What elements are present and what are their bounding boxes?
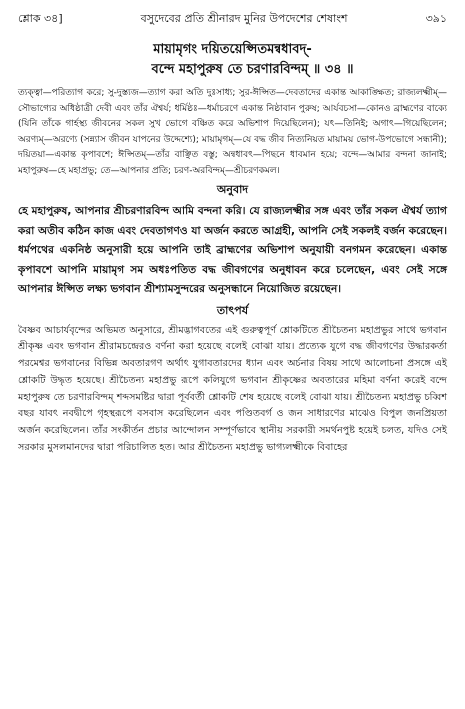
page-header bbox=[18, 10, 447, 32]
verse-reference: শ্লোক ৩৪] bbox=[18, 12, 63, 25]
verse-line-1: মায়ামৃগং দয়িতয়েপ্সিতমন্বধাবদ্- bbox=[153, 42, 312, 57]
purport-paragraph: বৈষ্ণব আচার্যবৃন্দের অভিমত অনুসারে, শ্রীমদ্ভাগবতের এই গুরুত্বপূর্ণ শ্লোকটিতে শ্রীচৈতন্য মহাপ্রভুর সাথে ভগবান শ্রীকৃষ্ণ এবং ভগবান শ্রীরামচন্দ্রেরও বর্ণনা করা হয়েছে বলেই বোঝা যায়। প্রত্যেক যুগে বদ্ধ জীবগণের উদ্ধারকর্তা পরমেশ্বর ভগবানের বিভিন্ন অবতারগণ অর্থাৎ যুগাবতারদের ধ্যান এবং অর্চনার বিষয় সাথে আলোচনা প্রসঙ্গে এই শ্লোকটি উদ্ধৃত হয়েছে। শ্রীচৈতন্য মহাপ্রভু রূপে কলিযুগে ভগবান শ্রীকৃষ্ণের অবতারের মহিমা বর্ণনা করেই বন্দে মহাপুরুষ তে চরণারবিন্দম্ শব্দসমষ্টির দ্বারা পূর্ববর্তী শ্লোকটি শেষ হয়েছে বলেই বোঝা যায়। শ্রীচৈতন্য মহাপ্রভু চব্বিশ বছর যাবৎ নবদ্বীপে গৃহস্থরূপে বসবাস করেছিলেন এবং পণ্ডিতবর্গ ও জন সাধারণের মাঝেও বিপুল জনপ্রিয়তা অর্জন করেছিলেন। তাঁর সংকীর্তন প্রচার আন্দোলন সম্পূর্ণভাবে স্থানীয় সরকারী সমর্থনপুষ্ট হয়েই চলত, যদিও সেই সরকার মুসলমানদের দ্বারা পরিচালিত হত। আর শ্রীচৈতন্য মহাপ্রভু ভাগ্যলক্ষ্মীকে বিবাহের bbox=[18, 324, 447, 454]
purport-heading: তাৎপর্য bbox=[216, 303, 249, 317]
sanskrit-verse bbox=[18, 40, 447, 80]
synonyms-paragraph: ত্যক্ত্বা—পরিত্যাগ করে; সু-দুস্ত্যজ—ত্যাগ করা অতি দুঃসাধ্য; সুর-ঈপ্সিত—দেবতাদের একান্ত আকাঙ্ক্ষিত; রাজ্যলক্ষ্মীম্—সৌভাগ্যের অধিষ্ঠাত্রী দেবী এবং তাঁর ঐশ্বর্য; ধর্মিষ্ঠঃ—ধর্মাচরণে একান্ত নিষ্ঠাবান পুরুষ; আর্যবচসা—কোনও ব্রাহ্মণের বাক্যে (যিনি তাঁকে গার্হস্থ্য জীবনের সকল সুখ ভোগে বঞ্চিত করে অভিশাপ দিয়েছিলেন); যৎ—তিনিই; অগাৎ—গিয়েছিলেন; অরণ্যম্—অরণ্যে (সন্ন্যাস জীবন যাপনের উদ্দেশ্যে); মায়ামৃগম্—যে বদ্ধ জীব নিত্যনিয়ত মায়াময় ভোগ-উপভোগে সন্ধানী); দয়িতয়া—একান্ত কৃপাবশে; ঈপ্সিতম্—তাঁর বাঞ্ছিত বস্তু; অন্বধাবৎ—পিছনে ধাবমান হয়ে; বন্দে—আমার বন্দনা জানাই; মহাপুরুষ—হে মহাপ্রভু; তে—আপনার প্রতি; চরণ-অরবিন্দম্—শ্রীচরণকমল। bbox=[18, 88, 447, 176]
purport-body bbox=[18, 323, 447, 457]
translation-paragraph: হে মহাপুরুষ, আপনার শ্রীচরণারবিন্দ আমি বন্দনা করি। যে রাজ্যলক্ষ্মীর সঙ্গ এবং তাঁর সকল ঐশ্বর্য ত্যাগ করা অতীব কঠিন কাজ এবং দেবতাগণও যা অর্জন করতে আগ্রহী, আপনি সেই সকলই বর্জন করেছেন। ধর্মপথের একনিষ্ঠ অনুসারী হয়ে আপনি তাই ব্রাহ্মণের অভিশাপ অনুযায়ী বনগমন করেছেন। একান্ত কৃপাবশে আপনি মায়ামৃগ সম অধঃপতিত বদ্ধ জীবগণের অনুধাবন করে চলেছেন, এবং সেই সঙ্গে আপনার ঈপ্সিত লক্ষ্য ভগবান শ্রীশ্যামসুন্দরের অনুসন্ধানে নিয়োজিত রয়েছেন। bbox=[18, 205, 447, 295]
page-number: ৩৯১ bbox=[425, 12, 447, 25]
verse-line-2: বন্দে মহাপুরুষ তে চরণারবিন্দম্ ॥ ৩৪ ॥ bbox=[151, 62, 354, 77]
chapter-title: বসুদেবের প্রতি শ্রীনারদ মুনির উপদেশের শেষাংশ bbox=[140, 12, 348, 25]
translation-heading: অনুবাদ bbox=[216, 183, 249, 196]
